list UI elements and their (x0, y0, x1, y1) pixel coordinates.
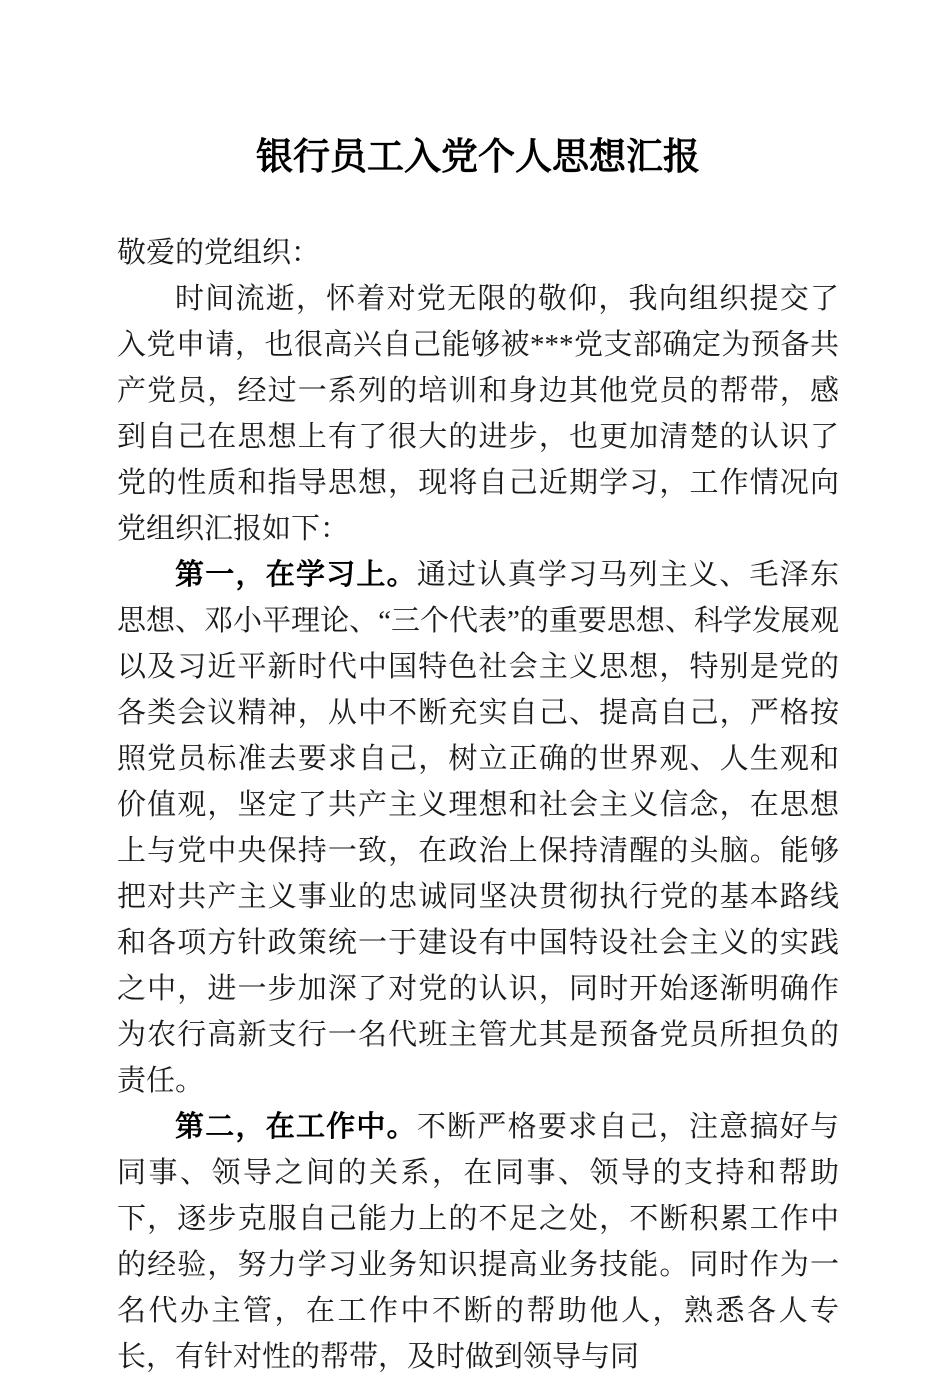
paragraph-second-work-text: 不断严格要求自己，注意搞好与同事、领导之间的关系，在同事、领导的支持和帮助下，逐步克服自己能力上的不足之处，不断积累工作中的经验，努力学习业务知识提高业务技能。同时作为一名代办主管，在工作中不断的帮助他人，熟悉各人专长，有针对性的帮带，及时做到领导与同 (117, 1111, 839, 1373)
document-title: 银行员工入党个人思想汇报 (256, 137, 700, 178)
paragraph-intro-text: 时间流逝，怀着对党无限的敬仰，我向组织提交了入党申请，也很高兴自己能够被***党支部确定为预备共产党员，经过一系列的培训和身边其他党员的帮带，感到自己在思想上有了很大的进步，也更加清楚的认识了党的性质和指导思想，现将自己近期学习，工作情况向党组织汇报如下： (117, 283, 839, 545)
paragraph-first-study (117, 552, 839, 1104)
paragraph-intro (117, 276, 839, 552)
paragraph-second-work-lead: 第二，在工作中。 (175, 1111, 417, 1143)
document-body (117, 230, 839, 1380)
salutation-line: 敬爱的党组织： (117, 237, 321, 269)
paragraph-first-study-text: 通过认真学习马列主义、毛泽东思想、邓小平理论、“三个代表”的重要思想、科学发展观以及习近平新时代中国特色社会主义思想，特别是党的各类会议精神，从中不断充实自己、提高自己，严格按照党员标准去要求自己，树立正确的世界观、人生观和价值观，坚定了共产主义理想和社会主义信念，在思想上与党中央保持一致，在政治上保持清醒的头脑。能够把对共产主义事业的忠诚同坚决贯彻执行党的基本路线和各项方针政策统一于建设有中国特设社会主义的实践之中，进一步加深了对党的认识，同时开始逐渐明确作为农行高新支行一名代班主管尤其是预备党员所担负的责任。 (117, 559, 839, 1097)
paragraph-second-work (117, 1104, 839, 1380)
paragraph-first-study-lead: 第一，在学习上。 (175, 559, 417, 591)
